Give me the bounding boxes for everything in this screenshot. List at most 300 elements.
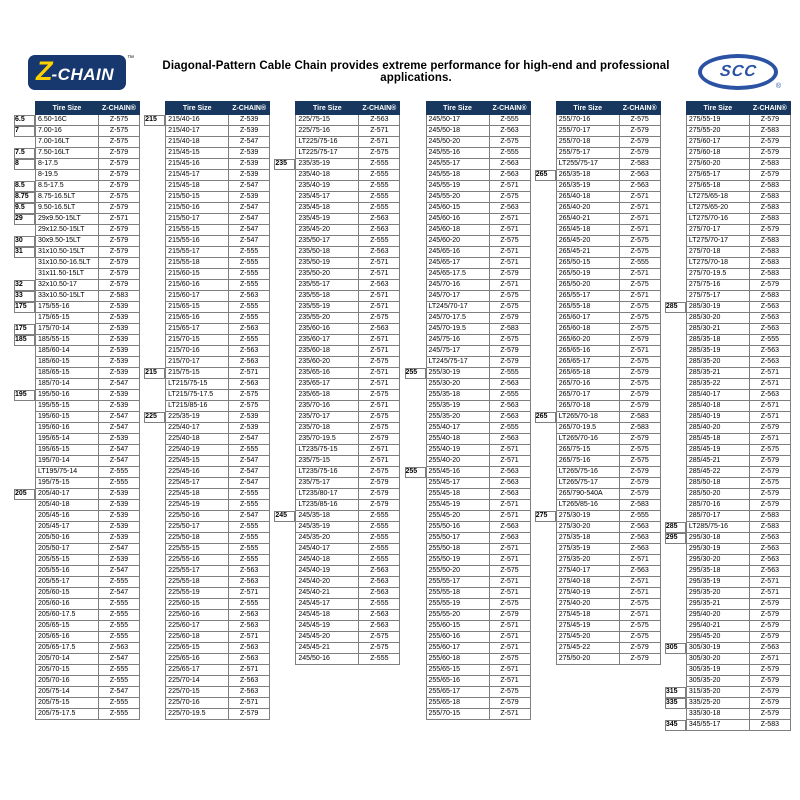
- table-row: [144, 445, 270, 456]
- tire-size-cell: 285/70-16: [686, 500, 749, 511]
- table-row: [535, 181, 661, 192]
- width-prefix-cell: [535, 280, 557, 291]
- table-row: [144, 313, 270, 324]
- width-prefix-cell: [144, 335, 166, 346]
- tire-size-cell: 265/70-19.5: [556, 423, 619, 434]
- tire-size-cell: LT235/80-17: [296, 489, 359, 500]
- tire-size-cell: 195/70-14: [36, 456, 99, 467]
- chain-model-cell: Z-571: [229, 368, 270, 379]
- chain-model-cell: Z-571: [749, 654, 790, 665]
- width-prefix-cell: [14, 137, 36, 148]
- chain-model-cell: Z-539: [99, 324, 140, 335]
- width-prefix-cell: [405, 225, 427, 236]
- width-prefix-cell: [274, 324, 296, 335]
- chain-model-cell: Z-575: [359, 643, 400, 654]
- chain-model-cell: Z-571: [489, 588, 530, 599]
- tire-size-cell: 215/60-16: [166, 280, 229, 291]
- table-row: [144, 357, 270, 368]
- tire-size-cell: 285/35-22: [686, 379, 749, 390]
- tire-size-cell: 225/50-16: [166, 511, 229, 522]
- tire-size-cell: 215/60-17: [166, 291, 229, 302]
- tire-size-cell: 285/45-18: [686, 434, 749, 445]
- chain-model-cell: Z-555: [99, 467, 140, 478]
- tire-size-cell: 285/35-20: [686, 357, 749, 368]
- chain-model-cell: Z-571: [489, 632, 530, 643]
- chain-model-cell: Z-579: [619, 434, 660, 445]
- chain-model-cell: Z-563: [489, 434, 530, 445]
- chain-model-cell: Z-555: [99, 577, 140, 588]
- tire-size-cell: LT265/70-18: [556, 412, 619, 423]
- chain-model-cell: Z-579: [749, 621, 790, 632]
- tire-size-cell: 265/45-18: [556, 225, 619, 236]
- width-prefix-cell: [274, 401, 296, 412]
- width-prefix-cell: [14, 445, 36, 456]
- chain-model-cell: Z-555: [359, 599, 400, 610]
- table-row: [665, 324, 791, 335]
- width-prefix-cell: [535, 368, 557, 379]
- table-row: [144, 665, 270, 676]
- tire-size-cell: 245/60-20: [426, 236, 489, 247]
- chain-model-cell: Z-555: [229, 313, 270, 324]
- chain-model-cell: Z-583: [749, 258, 790, 269]
- tire-size-cell: 275/30-19: [556, 511, 619, 522]
- table-row: [14, 522, 140, 533]
- table-row: [535, 632, 661, 643]
- chain-model-cell: Z-563: [749, 544, 790, 555]
- tire-size-cell: 31x10.50-15LT: [36, 247, 99, 258]
- width-prefix-cell: [405, 676, 427, 687]
- chain-model-cell: Z-563: [619, 522, 660, 533]
- tire-size-header: Tire Size: [556, 102, 619, 115]
- chain-model-cell: Z-571: [489, 621, 530, 632]
- table-row: [665, 401, 791, 412]
- tire-size-cell: 215/50-15: [166, 192, 229, 203]
- chain-model-cell: Z-563: [749, 357, 790, 368]
- width-prefix-cell: [535, 115, 557, 126]
- chain-model-cell: Z-571: [619, 555, 660, 566]
- tire-size-cell: 285/40-19: [686, 412, 749, 423]
- table-row: [405, 456, 531, 467]
- tire-size-cell: 255/45-16: [426, 467, 489, 478]
- tire-size-cell: 275/65-18: [686, 181, 749, 192]
- tire-size-cell: 275/60-17: [686, 137, 749, 148]
- table-row: [14, 357, 140, 368]
- chain-model-cell: Z-575: [619, 632, 660, 643]
- tire-size-cell: 175/65-15: [36, 313, 99, 324]
- chain-model-cell: Z-563: [619, 566, 660, 577]
- tire-size-cell: 275/75-16: [686, 280, 749, 291]
- tire-size-cell: LT245/75-17: [426, 357, 489, 368]
- width-prefix-cell: [274, 555, 296, 566]
- width-prefix-cell: [535, 225, 557, 236]
- table-row: [665, 115, 791, 126]
- chain-model-cell: Z-547: [99, 456, 140, 467]
- width-prefix-cell: [14, 313, 36, 324]
- table-row: [14, 137, 140, 148]
- chain-model-cell: Z-563: [359, 566, 400, 577]
- chain-model-cell: Z-583: [749, 181, 790, 192]
- width-prefix-cell: [535, 423, 557, 434]
- chain-model-cell: Z-579: [99, 181, 140, 192]
- chain-model-cell: Z-563: [229, 621, 270, 632]
- chain-model-cell: Z-583: [749, 269, 790, 280]
- chain-model-cell: Z-555: [359, 544, 400, 555]
- z-chain-header: Z-CHAIN®: [619, 102, 660, 115]
- width-prefix-cell: [144, 423, 166, 434]
- chain-model-cell: Z-563: [229, 566, 270, 577]
- table-row: [14, 632, 140, 643]
- chain-model-cell: Z-563: [229, 654, 270, 665]
- table-row: [665, 511, 791, 522]
- tire-size-cell: 225/40-19: [166, 445, 229, 456]
- tire-size-cell: 245/40-20: [296, 577, 359, 588]
- page-header: [0, 0, 800, 90]
- tire-size-cell: 235/75-17: [296, 478, 359, 489]
- width-prefix-cell: [665, 412, 687, 423]
- chain-model-cell: Z-547: [99, 687, 140, 698]
- table-row: [274, 511, 400, 522]
- width-prefix-cell: [14, 225, 36, 236]
- width-prefix-cell: [405, 511, 427, 522]
- width-prefix-cell: [535, 313, 557, 324]
- table-row: [144, 434, 270, 445]
- table-header-row: [665, 102, 791, 115]
- tire-size-cell: 245/70-19.5: [426, 324, 489, 335]
- chain-model-cell: Z-547: [229, 467, 270, 478]
- chain-model-cell: Z-571: [359, 302, 400, 313]
- tire-size-header: Tire Size: [426, 102, 489, 115]
- chain-model-cell: Z-571: [229, 588, 270, 599]
- tire-size-cell: 235/45-20: [296, 225, 359, 236]
- chain-model-cell: Z-555: [229, 544, 270, 555]
- width-prefix-cell: [144, 588, 166, 599]
- width-prefix-cell: [535, 346, 557, 357]
- tire-size-cell: 205/60-16: [36, 599, 99, 610]
- width-prefix-cell: [274, 335, 296, 346]
- table-row: [535, 302, 661, 313]
- table-row: [14, 709, 140, 720]
- width-prefix-cell: [405, 533, 427, 544]
- chain-model-cell: Z-579: [749, 467, 790, 478]
- table-row: [665, 247, 791, 258]
- table-row: [274, 522, 400, 533]
- table-row: [665, 379, 791, 390]
- chain-model-cell: Z-575: [619, 357, 660, 368]
- tire-size-cell: 245/70-17.5: [426, 313, 489, 324]
- tire-size-cell: 235/65-16: [296, 368, 359, 379]
- chain-model-cell: Z-575: [619, 236, 660, 247]
- z-chain-header: Z-CHAIN®: [359, 102, 400, 115]
- chain-model-cell: Z-571: [359, 456, 400, 467]
- chain-model-cell: Z-571: [359, 346, 400, 357]
- width-prefix-cell: [665, 588, 687, 599]
- table-row: [665, 423, 791, 434]
- width-prefix-cell: [535, 335, 557, 346]
- tire-size-cell: 225/65-17: [166, 665, 229, 676]
- tire-size-cell: 275/45-20: [556, 632, 619, 643]
- tire-size-cell: 245/55-19: [426, 181, 489, 192]
- width-prefix-cell: [535, 324, 557, 335]
- tire-size-cell: 235/70-19.5: [296, 434, 359, 445]
- tire-size-cell: 245/35-18: [296, 511, 359, 522]
- tire-size-cell: LT265/85-16: [556, 500, 619, 511]
- chain-model-cell: Z-547: [229, 203, 270, 214]
- chain-model-cell: Z-579: [749, 170, 790, 181]
- width-prefix-cell: [144, 621, 166, 632]
- table-row: [665, 544, 791, 555]
- chain-model-cell: Z-555: [99, 478, 140, 489]
- width-prefix-cell: [405, 126, 427, 137]
- width-prefix-cell: 305: [665, 643, 687, 654]
- chain-model-cell: Z-539: [99, 357, 140, 368]
- width-prefix-cell: [535, 654, 557, 665]
- chain-model-cell: Z-579: [749, 632, 790, 643]
- width-prefix-cell: [274, 203, 296, 214]
- chain-model-cell: Z-571: [489, 511, 530, 522]
- table-row: [14, 368, 140, 379]
- chain-model-cell: Z-555: [99, 676, 140, 687]
- table-row: [665, 577, 791, 588]
- table-row: [665, 588, 791, 599]
- tire-size-cell: 235/55-18: [296, 291, 359, 302]
- tire-size-cell: 235/60-18: [296, 346, 359, 357]
- width-prefix-cell: [274, 500, 296, 511]
- width-prefix-cell: [535, 478, 557, 489]
- width-prefix-cell: [274, 236, 296, 247]
- table-row: [14, 302, 140, 313]
- table-row: [405, 434, 531, 445]
- table-row: [14, 324, 140, 335]
- tire-size-header: Tire Size: [296, 102, 359, 115]
- tire-size-cell: 225/75-16: [296, 126, 359, 137]
- tire-size-cell: 225/55-17: [166, 566, 229, 577]
- tire-size-cell: 235/70-18: [296, 423, 359, 434]
- tire-size-cell: 275/40-19: [556, 588, 619, 599]
- table-row: [14, 445, 140, 456]
- tire-size-cell: 255/50-17: [426, 533, 489, 544]
- prefix-header-cell: [665, 102, 687, 115]
- chain-model-cell: Z-575: [749, 445, 790, 456]
- chain-model-cell: Z-579: [99, 236, 140, 247]
- width-prefix-cell: 295: [665, 533, 687, 544]
- tire-size-cell: 225/45-15: [166, 456, 229, 467]
- table-row: [665, 291, 791, 302]
- table-row: [665, 236, 791, 247]
- width-prefix-cell: [274, 643, 296, 654]
- chain-model-cell: Z-547: [229, 214, 270, 225]
- width-prefix-cell: [274, 291, 296, 302]
- table-row: [274, 280, 400, 291]
- width-prefix-cell: [535, 632, 557, 643]
- tire-size-cell: 255/70-15: [426, 709, 489, 720]
- tire-chain-table: [14, 101, 140, 720]
- chain-model-cell: Z-583: [749, 203, 790, 214]
- chain-model-cell: Z-563: [489, 533, 530, 544]
- table-row: [405, 423, 531, 434]
- width-prefix-cell: [535, 247, 557, 258]
- table-row: [274, 643, 400, 654]
- chain-model-cell: Z-575: [619, 313, 660, 324]
- tire-size-cell: 235/45-19: [296, 214, 359, 225]
- chain-model-cell: Z-563: [749, 324, 790, 335]
- width-prefix-cell: [14, 478, 36, 489]
- tire-size-cell: 225/60-18: [166, 632, 229, 643]
- table-row: [405, 588, 531, 599]
- tire-size-cell: 215/45-17: [166, 170, 229, 181]
- chain-model-cell: Z-547: [229, 236, 270, 247]
- width-prefix-cell: [535, 214, 557, 225]
- table-row: [14, 258, 140, 269]
- width-prefix-cell: [144, 500, 166, 511]
- table-row: [405, 291, 531, 302]
- table-row: [274, 181, 400, 192]
- tire-size-cell: 205/50-17: [36, 544, 99, 555]
- width-prefix-cell: [14, 577, 36, 588]
- tire-size-cell: 295/30-20: [686, 555, 749, 566]
- width-prefix-cell: [665, 115, 687, 126]
- tire-size-cell: 255/70-16: [556, 115, 619, 126]
- table-row: [144, 709, 270, 720]
- tire-size-cell: 255/50-20: [426, 566, 489, 577]
- tire-size-cell: 265/65-18: [556, 368, 619, 379]
- chain-model-cell: Z-583: [99, 291, 140, 302]
- tire-size-cell: 335/25-20: [686, 698, 749, 709]
- tire-size-cell: 245/65-17: [426, 258, 489, 269]
- table-row: [274, 346, 400, 357]
- table-row: [144, 379, 270, 390]
- tire-size-cell: 255/60-18: [426, 654, 489, 665]
- tire-size-cell: 275/55-20: [686, 126, 749, 137]
- chain-model-cell: Z-563: [359, 588, 400, 599]
- chain-model-cell: Z-563: [229, 379, 270, 390]
- table-row: [144, 610, 270, 621]
- table-row: [665, 632, 791, 643]
- chain-model-cell: Z-571: [359, 401, 400, 412]
- width-prefix-cell: [665, 247, 687, 258]
- tire-size-cell: 265/70-18: [556, 401, 619, 412]
- width-prefix-cell: [405, 456, 427, 467]
- width-prefix-cell: [665, 478, 687, 489]
- width-prefix-cell: [665, 291, 687, 302]
- table-row: [144, 126, 270, 137]
- width-prefix-cell: [405, 654, 427, 665]
- width-prefix-cell: [665, 610, 687, 621]
- width-prefix-cell: [665, 544, 687, 555]
- chain-model-cell: Z-555: [229, 555, 270, 566]
- table-row: [144, 423, 270, 434]
- tire-size-cell: 245/60-16: [426, 214, 489, 225]
- chain-model-cell: Z-571: [359, 335, 400, 346]
- table-row: [14, 478, 140, 489]
- tire-size-cell: 215/65-17: [166, 324, 229, 335]
- table-row: [535, 412, 661, 423]
- chain-model-cell: Z-579: [99, 225, 140, 236]
- width-prefix-cell: [144, 346, 166, 357]
- tire-size-cell: LT215/85-16: [166, 401, 229, 412]
- table-row: [405, 599, 531, 610]
- chain-model-cell: Z-563: [619, 544, 660, 555]
- table-row: [14, 269, 140, 280]
- table-row: [14, 456, 140, 467]
- width-prefix-cell: [144, 698, 166, 709]
- tire-size-cell: LT235/75-15: [296, 445, 359, 456]
- table-row: [144, 588, 270, 599]
- width-prefix-cell: [14, 368, 36, 379]
- table-row: [274, 599, 400, 610]
- tire-size-cell: 225/65-16: [166, 654, 229, 665]
- width-prefix-cell: [144, 489, 166, 500]
- table-row: [405, 533, 531, 544]
- table-row: [274, 115, 400, 126]
- width-prefix-cell: [144, 170, 166, 181]
- chain-model-cell: Z-539: [99, 511, 140, 522]
- width-prefix-cell: [665, 236, 687, 247]
- width-prefix-cell: [274, 126, 296, 137]
- table-row: [405, 621, 531, 632]
- width-prefix-cell: [405, 621, 427, 632]
- chain-model-cell: Z-571: [359, 291, 400, 302]
- tire-size-cell: 205/55-16: [36, 566, 99, 577]
- width-prefix-cell: [144, 709, 166, 720]
- width-prefix-cell: 175: [14, 302, 36, 313]
- table-row: [535, 390, 661, 401]
- tire-size-cell: 275/50-20: [556, 654, 619, 665]
- width-prefix-cell: [665, 566, 687, 577]
- chain-model-cell: Z-555: [99, 632, 140, 643]
- width-prefix-cell: 235: [274, 159, 296, 170]
- chain-model-cell: Z-575: [489, 566, 530, 577]
- table-row: [274, 335, 400, 346]
- chain-model-cell: Z-555: [229, 269, 270, 280]
- table-row: [144, 137, 270, 148]
- chain-model-cell: Z-563: [359, 610, 400, 621]
- table-row: [665, 555, 791, 566]
- tire-size-cell: 31x10.50-16.5LT: [36, 258, 99, 269]
- chain-model-cell: Z-575: [359, 148, 400, 159]
- chain-model-cell: Z-575: [749, 478, 790, 489]
- table-row: [274, 555, 400, 566]
- table-row: [144, 456, 270, 467]
- tire-size-cell: 215/75-15: [166, 368, 229, 379]
- width-prefix-cell: [14, 434, 36, 445]
- table-row: [665, 676, 791, 687]
- table-row: [535, 654, 661, 665]
- tire-size-cell: 275/30-20: [556, 522, 619, 533]
- chain-model-cell: Z-575: [359, 313, 400, 324]
- width-prefix-cell: [665, 599, 687, 610]
- table-row: [405, 577, 531, 588]
- tire-size-cell: 205/65-15: [36, 621, 99, 632]
- chain-model-cell: Z-539: [229, 412, 270, 423]
- tire-size-cell: 225/55-18: [166, 577, 229, 588]
- z-chain-logo: [28, 55, 134, 90]
- table-row: [144, 258, 270, 269]
- chain-model-cell: Z-575: [619, 621, 660, 632]
- chain-model-cell: Z-563: [229, 643, 270, 654]
- tire-size-cell: 235/55-20: [296, 313, 359, 324]
- chain-model-cell: Z-579: [619, 401, 660, 412]
- width-prefix-cell: [665, 148, 687, 159]
- width-prefix-cell: [144, 599, 166, 610]
- width-prefix-cell: [14, 423, 36, 434]
- chain-model-cell: Z-575: [489, 335, 530, 346]
- width-prefix-cell: [665, 511, 687, 522]
- table-row: [405, 643, 531, 654]
- chain-model-cell: Z-575: [359, 632, 400, 643]
- chain-model-cell: Z-583: [619, 412, 660, 423]
- tire-size-cell: 9.50-16.5LT: [36, 203, 99, 214]
- chain-model-cell: Z-579: [619, 368, 660, 379]
